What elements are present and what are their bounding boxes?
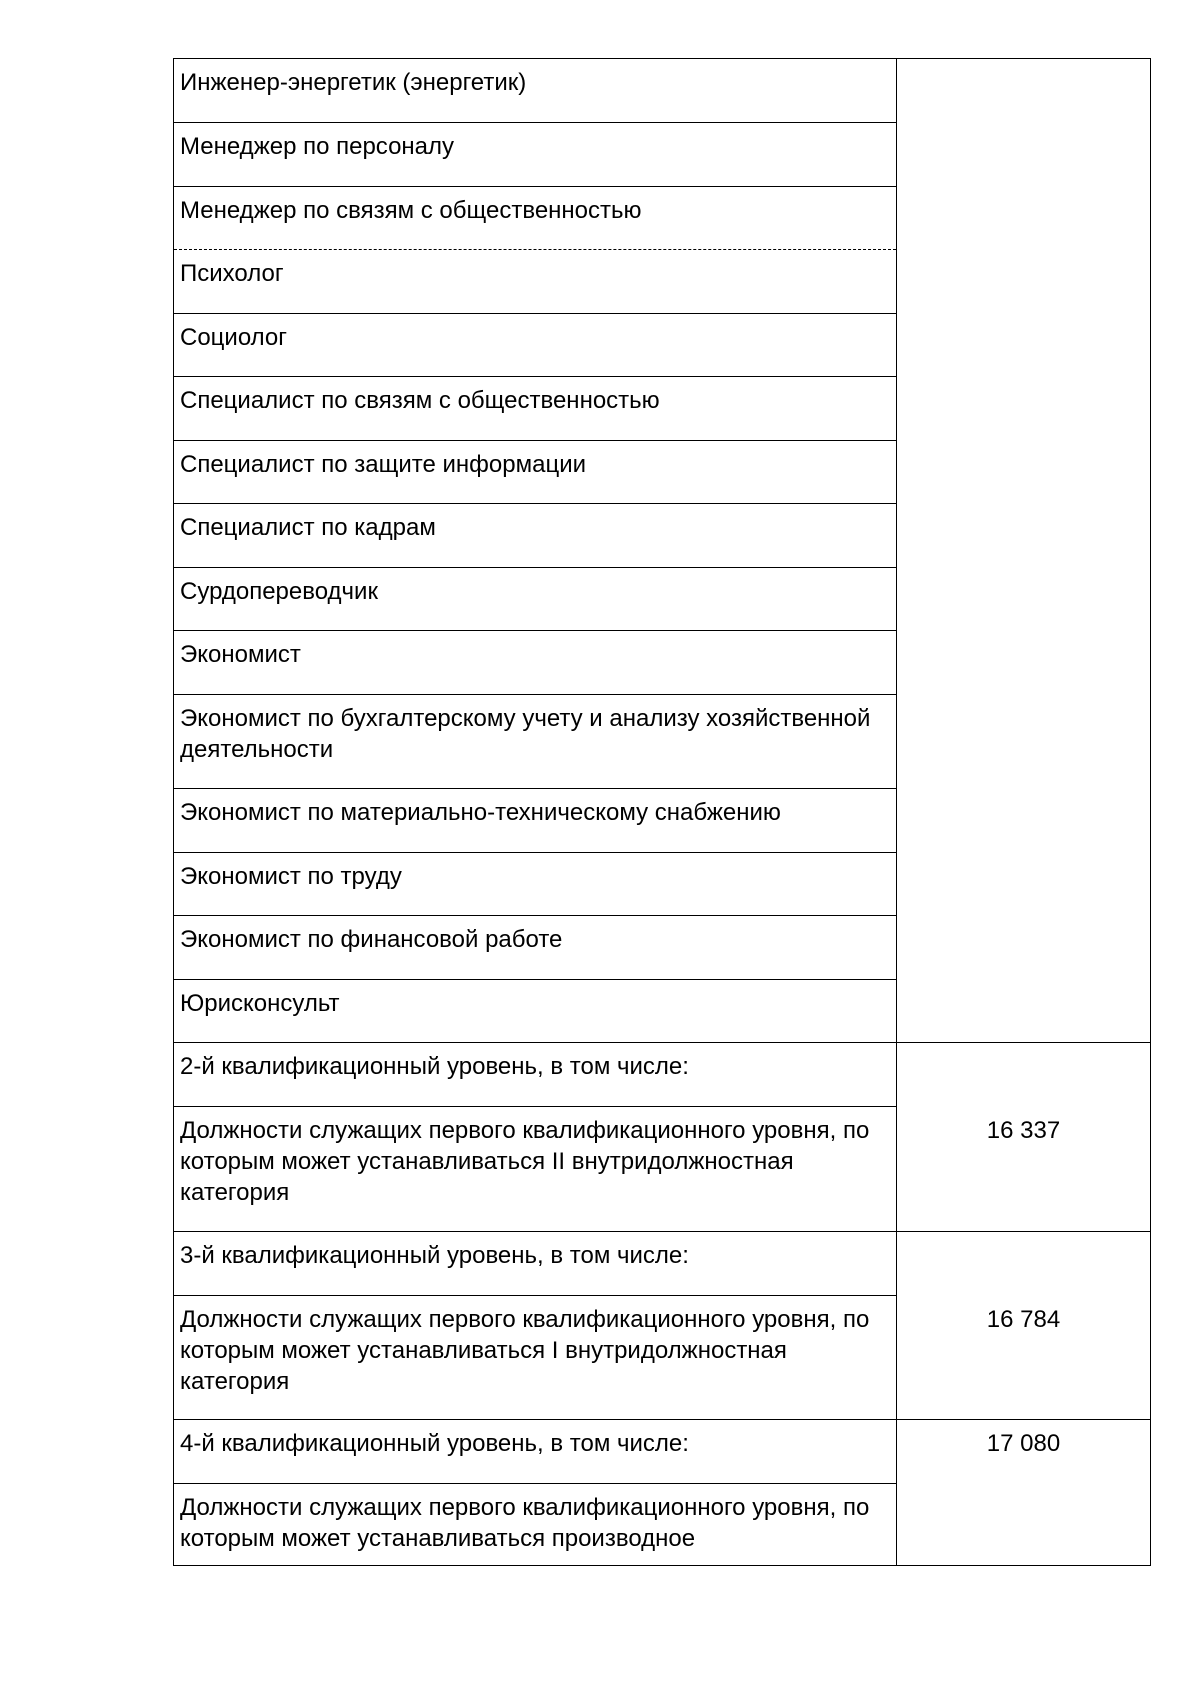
position-cell: Должности служащих первого квалификационного уровня, по которым может устанавливаться I внутридолжностная категория	[174, 1295, 896, 1419]
salary-table	[173, 58, 1151, 1566]
position-cell: Менеджер по связям с общественностью	[174, 186, 896, 249]
position-cell: Социолог	[174, 313, 896, 376]
group-3-salary: 16 784	[986, 1306, 1061, 1333]
position-cell: Юрисконсульт	[174, 979, 896, 1042]
group-2	[174, 1042, 1150, 1231]
position-cell: Инженер-энергетик (энергетик)	[180, 69, 527, 96]
position-cell: Психолог	[174, 249, 896, 313]
group-1-positions	[174, 59, 897, 1042]
position-cell: Экономист по бухгалтерскому учету и анализу хозяйственной деятельности	[174, 694, 896, 788]
position-cell: Должности служащих первого квалификационного уровня, по которым может устанавливаться II внутридолжностная категория	[174, 1106, 896, 1231]
position-cell: Должности служащих первого квалификационного уровня, по которым может устанавливаться производное	[174, 1483, 896, 1565]
group-4-positions	[174, 1420, 897, 1565]
position-cell: Экономист по материально-техническому снабжению	[174, 788, 896, 852]
level-header: 4-й квалификационный уровень, в том числе:	[180, 1430, 689, 1457]
group-3	[174, 1231, 1150, 1419]
position-cell: Экономист	[174, 630, 896, 694]
position-cell: Экономист по финансовой работе	[174, 915, 896, 979]
position-cell: Менеджер по персоналу	[174, 122, 896, 186]
position-cell: Сурдопереводчик	[174, 567, 896, 630]
group-2-positions	[174, 1043, 897, 1231]
position-cell: Экономист по труду	[174, 852, 896, 915]
group-4	[174, 1419, 1150, 1565]
group-2-salary: 16 337	[986, 1117, 1061, 1144]
group-1-salary	[897, 59, 1150, 1042]
level-header: 2-й квалификационный уровень, в том числе:	[180, 1053, 689, 1080]
group-1	[174, 59, 1150, 1042]
position-cell: Специалист по защите информации	[174, 440, 896, 503]
group-3-positions	[174, 1232, 897, 1419]
position-cell: Специалист по кадрам	[174, 503, 896, 567]
level-header: 3-й квалификационный уровень, в том числе:	[180, 1242, 689, 1269]
group-4-salary: 17 080	[986, 1430, 1061, 1457]
position-cell: Специалист по связям с общественностью	[174, 376, 896, 440]
